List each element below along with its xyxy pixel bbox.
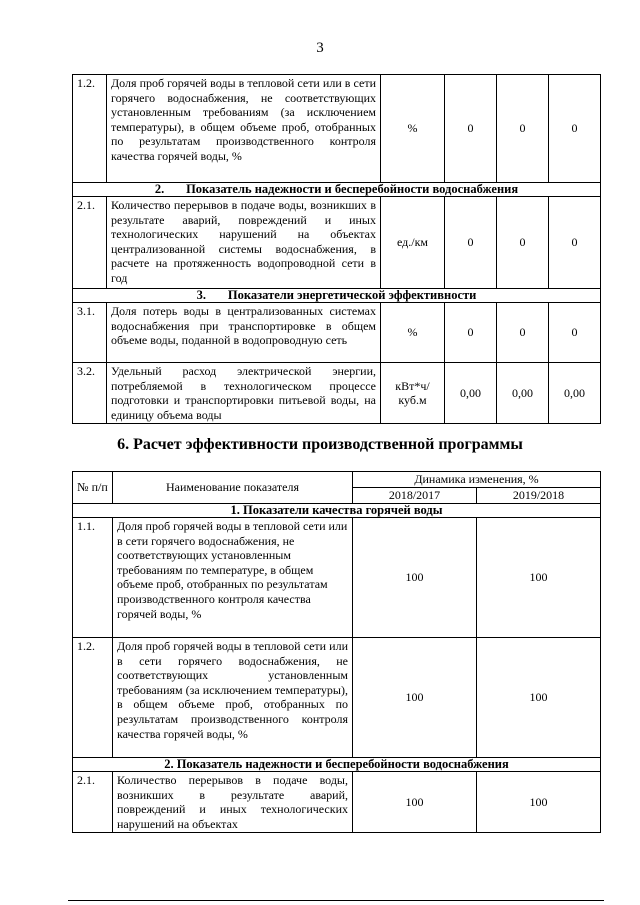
table-row [73,638,601,758]
efficiency-table [72,471,601,833]
unit-cell: % [381,303,445,363]
header-name: Наименование показателя [113,472,353,504]
table-row [73,363,601,424]
value-cell: 100 [353,772,477,833]
unit-cell: % [381,75,445,183]
indicator-name: Доля проб горячей воды в тепловой сети или в сети горячего водоснабжения, не соответствующих установленным требованиям (за исключением температуры), в общем объеме проб, отобранных по результатам производственного контроля качества горячей воды, % [113,638,353,758]
indicator-name: Доля проб горячей воды в тепловой сети или в сети горячего водоснабжения, не соответствующих установленным требованиям по температуре, в общем объеме проб, отобранных по результатам производственного контроля качества горячей воды, % [113,518,353,638]
value-cell: 0 [497,197,549,289]
section-6-title: 6. Расчет эффективности производственной программы [117,436,523,453]
row-number: 1.1. [73,518,113,638]
value-cell: 0 [445,303,497,363]
section-heading: 2. Показатель надежности и бесперебойности водоснабжения [73,183,601,197]
header-number: № п/п [73,472,113,504]
table-row [73,75,601,183]
value-cell: 0 [445,75,497,183]
row-number: 2.1. [73,197,107,289]
value-cell: 100 [477,638,601,758]
header-row [73,472,601,488]
section-row [73,504,601,518]
row-number: 1.2. [73,638,113,758]
section-row [73,289,601,303]
row-number: 1.2. [73,75,107,183]
unit-cell: кВт*ч/ куб.м [381,363,445,424]
value-cell: 0,00 [497,363,549,424]
row-number: 2.1. [73,772,113,833]
value-cell: 100 [353,518,477,638]
section-heading: 1. Показатели качества горячей воды [73,504,601,518]
section-row [73,758,601,772]
value-cell: 0,00 [445,363,497,424]
value-cell: 0 [445,197,497,289]
header-dynamics: Динамика изменения, % [353,472,601,488]
value-cell: 0 [549,303,601,363]
value-cell: 0 [497,75,549,183]
section-row [73,183,601,197]
header-year-2: 2019/2018 [477,488,601,504]
header-year-1: 2018/2017 [353,488,477,504]
section-heading: 3. Показатели энергетической эффективности [73,289,601,303]
value-cell: 100 [353,638,477,758]
indicator-name: Количество перерывов в подаче воды, возникших в результате аварий, повреждений и иных технологических нарушений на объектах [113,772,353,833]
table-row [73,518,601,638]
table-row [73,772,601,833]
unit-cell: ед./км [381,197,445,289]
table-row [73,197,601,289]
value-cell: 0 [497,303,549,363]
row-number: 3.1. [73,303,107,363]
value-cell: 0,00 [549,363,601,424]
indicator-name: Удельный расход электрической энергии, потребляемой в технологическом процессе подготовки и транспортировки питьевой воды, на единицу объема воды [107,363,381,424]
value-cell: 0 [549,197,601,289]
value-cell: 100 [477,772,601,833]
indicators-table [72,74,601,424]
value-cell: 100 [477,518,601,638]
indicator-name: Доля проб горячей воды в тепловой сети или в сети горячего водоснабжения, не соответствующих установленным требованиям (за исключением температуры), в общем объеме проб, отобранных по результатам производственного контроля качества горячей воды, % [107,75,381,183]
page-number: 3 [316,40,324,56]
table-row [73,303,601,363]
row-number: 3.2. [73,363,107,424]
section-heading: 2. Показатель надежности и бесперебойности водоснабжения [73,758,601,772]
indicator-name: Доля потерь воды в централизованных системах водоснабжения при транспортировке в общем объеме воды, поданной в водопроводную сеть [107,303,381,363]
value-cell: 0 [549,75,601,183]
indicator-name: Количество перерывов в подаче воды, возникших в результате аварий, повреждений и иных технологических нарушений на объектах централизованной системы водоснабжения, в расчете на протяженность водопроводной сети в год [107,197,381,289]
page-bottom-rule [68,900,604,901]
